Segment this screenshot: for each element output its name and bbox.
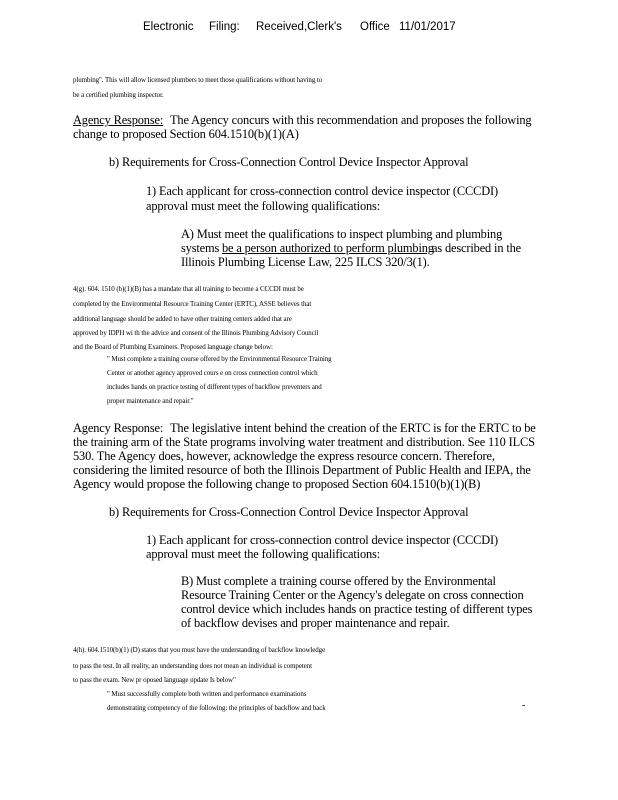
agency-response-1-line-1: The Agency concurs with this recommendation and proposes the following [170, 113, 532, 127]
requirement-a-line-3: Illinois Plumbing License Law, 225 ILCS 320/3(1). [181, 255, 430, 269]
agency-response-2-line-1: The legislative intent behind the creation of the ERTC is for the ERTC to be [170, 421, 536, 435]
header-date: 11/01/2017 [399, 21, 456, 33]
requirement-bb-line-4: of backflow devises and proper maintenance and repair. [181, 616, 450, 630]
comment-g-line-3: additional language should be added to have other training centers added that are [73, 314, 292, 323]
comment-g-line-7: Center or another agency approved cours e on cross connection control which [107, 368, 318, 377]
comment-g-line-9: proper maintenance and repair." [107, 396, 194, 405]
comment-g-line-8: includes hands on practice testing of different types of backflow preventers and [107, 382, 322, 391]
agency-response-label-2: Agency Response: [73, 421, 164, 435]
top-note-line-2: be a certified plumbing inspector. [73, 90, 164, 99]
header-office: Office [360, 21, 390, 33]
agency-response-1-line-2: change to proposed Section 604.1510(b)(1)(A) [73, 127, 299, 141]
requirement-a-inserted-text: be a person authorized to perform plumbing [222, 241, 434, 255]
header-electronic: Electronic [143, 21, 194, 33]
top-note-line-1: plumbing". This will allow licensed plumbers to meet those qualifications without having to [73, 75, 323, 84]
comment-h-line-2: to pass the test. In all reality, an understanding does not mean an individual is competent [73, 661, 312, 670]
requirement-a-line-2a: systems [181, 241, 220, 255]
stray-mark: - [522, 700, 526, 711]
requirement-2-line-2: approval must meet the following qualifications: [146, 547, 381, 561]
requirement-1-line-1: 1) Each applicant for cross-connection control device inspector (CCCDI) [146, 184, 498, 198]
header-received: Received,Clerk's [256, 21, 342, 33]
requirement-bb-line-2: Resource Training Center or the Agency's delegate on cross connection [181, 588, 524, 602]
agency-response-label-1: Agency Response: [73, 113, 164, 127]
comment-g-line-1: 4(g). 604. 1510 (b)(1)(B) has a mandate that all training to become a CCCDI must be [73, 284, 304, 293]
requirement-2-line-1: 1) Each applicant for cross-connection control device inspector (CCCDI) [146, 533, 498, 547]
requirement-bb-line-3: control device which includes hands on practice testing of different types [181, 602, 533, 616]
comment-g-line-6: " Must complete a training course offered by the Environmental Resource Training [107, 354, 332, 363]
agency-response-2-line-2: the training arm of the State programs involving water treatment and distribution. See 110 ILCS [73, 435, 535, 449]
comment-g-line-4: approved by IDPH wi th the advice and consent of the Illinois Plumbing Advisory Council [73, 328, 319, 337]
comment-h-line-1: 4(h). 604.1510(b)(1) (D) states that you must have the understanding of backflow knowledge [73, 645, 326, 654]
requirement-a-line-1: A) Must meet the qualifications to inspect plumbing and plumbing [181, 227, 503, 241]
header-filing: Filing: [209, 21, 240, 33]
comment-h-line-5: demonstrating competency of the following: the principles of backflow and back [107, 703, 326, 712]
agency-response-2-line-3: 530. The Agency does, however, acknowledge the express resource concern. Therefore, [73, 449, 495, 463]
comment-g-line-2: completed by the Environmental Resource Training Center (ERTC), ASSE believes that [73, 299, 312, 308]
requirement-1-line-2: approval must meet the following qualifications: [146, 199, 381, 213]
requirements-b-heading-2: b) Requirements for Cross-Connection Control Device Inspector Approval [109, 505, 469, 519]
requirement-bb-line-1: B) Must complete a training course offered by the Environmental [181, 574, 496, 588]
agency-response-2-line-4: considering the limited resource of both the Illinois Department of Public Health and IEPA, the [73, 463, 531, 477]
requirement-a-line-2b: as described in the [432, 241, 522, 255]
comment-g-line-5: and the Board of Plumbing Examiners. Proposed language change below: [73, 342, 273, 351]
agency-response-2-line-5: Agency would propose the following change to proposed Section 604.1510(b)(1)(B) [73, 477, 481, 491]
requirements-b-heading-1: b) Requirements for Cross-Connection Control Device Inspector Approval [109, 155, 469, 169]
comment-h-line-3: to pass the exam. New pr oposed language update Is below" [73, 675, 236, 684]
comment-h-line-4: " Must successfully complete both written and performance examinations [107, 689, 307, 698]
